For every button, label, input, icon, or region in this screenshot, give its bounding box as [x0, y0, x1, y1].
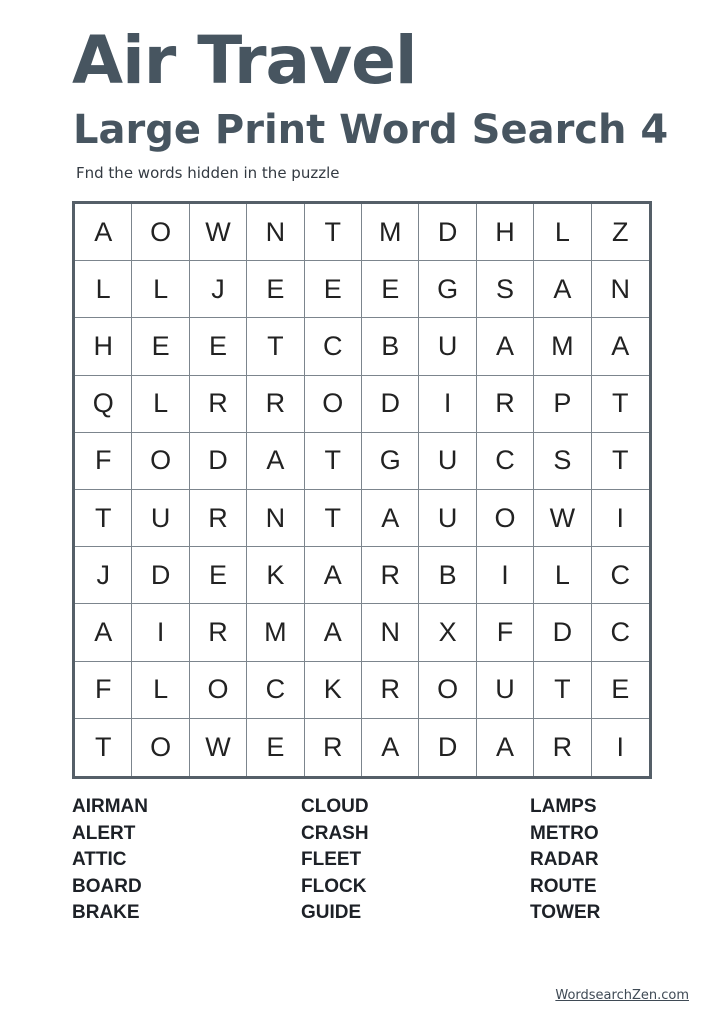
grid-cell: A [305, 547, 362, 604]
word-list [72, 794, 632, 927]
grid-cell: U [132, 490, 189, 547]
grid-cell: F [75, 662, 132, 719]
grid-cell: N [247, 490, 304, 547]
word-list-item: CRASH [301, 822, 369, 844]
grid-cell: T [75, 490, 132, 547]
grid-cell: Z [592, 204, 649, 261]
grid-cell: E [132, 318, 189, 375]
grid-cell: R [477, 376, 534, 433]
grid-cell: O [477, 490, 534, 547]
grid-cell: K [247, 547, 304, 604]
grid-cell: N [592, 261, 649, 318]
grid-cell: A [362, 490, 419, 547]
grid-cell: M [534, 318, 591, 375]
grid-cell: A [362, 719, 419, 776]
grid-cell: T [534, 662, 591, 719]
grid-cell: U [419, 318, 476, 375]
grid-cell: A [75, 204, 132, 261]
grid-cell: U [419, 490, 476, 547]
grid-cell: T [305, 433, 362, 490]
grid-cell: A [247, 433, 304, 490]
grid-cell: W [190, 204, 247, 261]
grid-cell: I [616, 731, 625, 762]
grid-cell: E [362, 261, 419, 318]
word-list-column [301, 794, 530, 927]
grid-cell: B [362, 318, 419, 375]
grid-cell: H [477, 204, 534, 261]
grid-cell: W [534, 490, 591, 547]
grid-cell: N [247, 204, 304, 261]
grid-cell: O [132, 719, 189, 776]
word-list-item: FLEET [301, 849, 362, 871]
grid-cell: X [419, 604, 476, 661]
grid-cell: F [477, 604, 534, 661]
grid-cell: E [247, 719, 304, 776]
word-list-item: RADAR [530, 849, 599, 871]
word-list-item: CLOUD [301, 796, 369, 817]
page-title: Air Travel [72, 22, 417, 99]
grid-cell: A [305, 604, 362, 661]
grid-cell: I [477, 547, 534, 604]
grid-cell: R [362, 662, 419, 719]
grid-cell: K [305, 662, 362, 719]
grid-cell: U [419, 433, 476, 490]
grid-cell: A [592, 318, 649, 375]
word-search-grid [72, 201, 652, 779]
grid-cell: R [247, 376, 304, 433]
page-subtitle: Large Print Word Search 4 [73, 107, 669, 153]
word-list-item: LAMPS [530, 796, 597, 817]
grid-cell: A [75, 604, 132, 661]
word-list-item: AIRMAN [72, 796, 148, 817]
grid-cell: D [362, 376, 419, 433]
grid-cell: O [132, 433, 189, 490]
grid-cell: S [477, 261, 534, 318]
grid-cell: R [190, 604, 247, 661]
grid-cell: T [247, 318, 304, 375]
grid-cell: A [477, 719, 534, 776]
grid-cell: T [305, 490, 362, 547]
grid-cell: I [592, 490, 649, 547]
grid-cell: Q [75, 376, 132, 433]
grid-cell: I [419, 376, 476, 433]
grid-cell: L [534, 547, 591, 604]
grid-cell: R [362, 547, 419, 604]
word-list-item: BOARD [72, 875, 142, 897]
word-list-item: TOWER [530, 902, 601, 924]
word-list-column [530, 794, 632, 927]
grid-cell: R [534, 719, 591, 776]
grid-cell: U [477, 662, 534, 719]
grid-cell: O [419, 662, 476, 719]
grid-cell: C [592, 604, 649, 661]
grid-cell: E [190, 318, 247, 375]
grid-cell: E [190, 547, 247, 604]
word-list-item: ATTIC [72, 849, 127, 871]
grid-cell: D [419, 204, 476, 261]
grid-cell: S [534, 433, 591, 490]
grid-cell: T [75, 719, 132, 776]
word-list-item: GUIDE [301, 902, 362, 924]
grid-cell: N [362, 604, 419, 661]
word-list-item: ALERT [72, 822, 136, 844]
grid-cell: O [305, 376, 362, 433]
instructions-text: Fnd the words hidden in the puzzle [76, 164, 340, 182]
grid-cell: D [190, 433, 247, 490]
grid-cell: D [534, 604, 591, 661]
grid-cell: R [190, 376, 247, 433]
grid-cell: J [190, 261, 247, 318]
grid-cell: A [534, 261, 591, 318]
grid-cell: C [247, 662, 304, 719]
grid-cell: I [132, 604, 189, 661]
grid-cell: C [592, 547, 649, 604]
grid-cell: C [477, 433, 534, 490]
grid-cell: R [190, 490, 247, 547]
grid-cell: T [305, 204, 362, 261]
grid-cell: B [419, 547, 476, 604]
grid-cell: J [75, 547, 132, 604]
grid-cell: C [305, 318, 362, 375]
grid-cell: E [305, 261, 362, 318]
grid-cell: R [305, 719, 362, 776]
grid-cell: G [362, 433, 419, 490]
grid-cell: H [75, 318, 132, 375]
grid-cell: G [419, 261, 476, 318]
word-list-item: BRAKE [72, 902, 140, 924]
grid-cell: M [247, 604, 304, 661]
grid-cell: W [190, 719, 247, 776]
grid-cell: M [362, 204, 419, 261]
grid-cell: L [75, 261, 132, 318]
grid-cell: O [190, 662, 247, 719]
site-link[interactable]: WordsearchZen.com [555, 988, 689, 1003]
grid-cell: L [132, 376, 189, 433]
grid-cell: T [592, 433, 649, 490]
grid-cell: L [132, 261, 189, 318]
grid-cell: T [592, 376, 649, 433]
word-list-item: METRO [530, 822, 599, 844]
grid-cell: E [247, 261, 304, 318]
grid-cell: F [75, 433, 132, 490]
grid-cell: P [534, 376, 591, 433]
word-list-item: ROUTE [530, 875, 597, 897]
grid-cell: E [592, 662, 649, 719]
grid-cell: L [132, 662, 189, 719]
word-list-column [72, 794, 301, 927]
grid-cell: D [419, 719, 476, 776]
grid-cell: L [534, 204, 591, 261]
grid-cell: D [132, 547, 189, 604]
grid-cell: O [132, 204, 189, 261]
word-list-item: FLOCK [301, 875, 367, 897]
grid-cell: A [477, 318, 534, 375]
